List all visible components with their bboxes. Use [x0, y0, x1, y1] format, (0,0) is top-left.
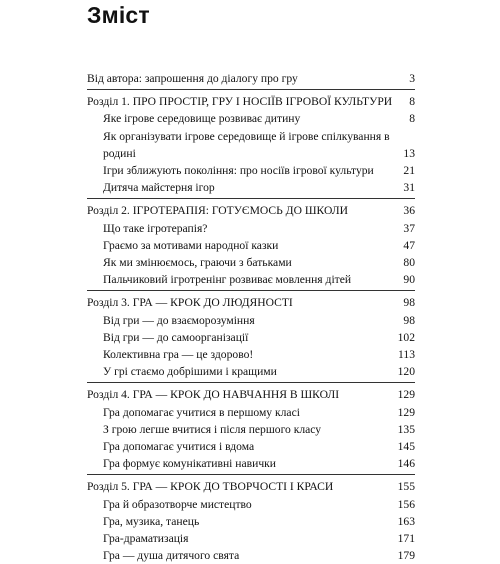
toc-entry-title: Від гри — до самоорганізації [103, 330, 249, 344]
section-divider [87, 198, 415, 199]
toc-subsection-entry[interactable] [87, 530, 415, 547]
toc-subsection-entry[interactable] [87, 237, 415, 254]
toc-page-number: 21 [399, 162, 415, 179]
table-of-contents [87, 70, 415, 564]
page-title: Зміст [87, 2, 150, 28]
toc-entry-title: Розділ 4. ГРА — КРОК ДО НАВЧАННЯ В ШКОЛІ [87, 388, 340, 402]
toc-subsection-entry[interactable] [87, 404, 415, 421]
toc-page-number: 90 [399, 271, 415, 288]
toc-page-number: 135 [394, 421, 415, 438]
toc-entry-title: Розділ 5. ГРА — КРОК ДО ТВОРЧОСТІ І КРАСИ [87, 480, 334, 494]
toc-entry-title: Гра допомагає учитися і вдома [103, 440, 255, 454]
toc-page-number: 8 [405, 110, 415, 127]
toc-page-number: 146 [394, 455, 415, 472]
toc-entry-title: Гра-драматизація [103, 532, 189, 546]
toc-entry-title: Що таке ігротерапія? [103, 221, 208, 235]
toc-section-entry[interactable] [87, 294, 415, 311]
toc-section-entry[interactable] [87, 93, 415, 110]
toc-page-number: 171 [394, 530, 415, 547]
toc-subsection-entry[interactable] [87, 329, 415, 346]
toc-page-number: 129 [394, 386, 415, 403]
toc-entry-title: З грою легше вчитися і після першого класу [103, 422, 322, 436]
toc-entry-title: Від автора: запрошення до діалогу про гру [87, 72, 298, 85]
toc-entry-title: Яке ігрове середовище розвиває дитину [103, 112, 301, 126]
toc-entry-title: Колективна гра — це здорово! [103, 348, 254, 362]
toc-section-entry[interactable] [87, 70, 415, 87]
toc-entry-title: Гра — душа дитячого свята [103, 549, 240, 563]
toc-subsection-entry[interactable] [87, 110, 415, 127]
toc-entry-title: Як ми змінюємось, граючи з батьками [103, 256, 292, 270]
section-divider [87, 89, 415, 90]
toc-section-entry[interactable] [87, 386, 415, 403]
toc-subsection-entry[interactable] [87, 547, 415, 564]
toc-page-number: 3 [405, 70, 415, 87]
toc-entry-title: У грі стаємо добрішими і кращими [103, 365, 277, 379]
toc-page-number: 156 [394, 496, 415, 513]
toc-entry-title: Розділ 1. ПРО ПРОСТІР, ГРУ І НОСІЇВ ІГРОВОЇ КУЛЬТУРИ [87, 95, 393, 109]
toc-subsection-entry[interactable] [87, 496, 415, 513]
toc-entry-title: Пальчиковий ігротренінг розвиває мовлення дітей [103, 273, 352, 287]
section-divider [87, 290, 415, 291]
toc-entry-title: Розділ 2. ІГРОТЕРАПІЯ: ГОТУЄМОСЬ ДО ШКОЛИ [87, 204, 349, 218]
toc-page-number: 163 [394, 513, 415, 530]
toc-page-number: 155 [394, 478, 415, 495]
toc-entry-title: Граємо за мотивами народної казки [103, 238, 279, 252]
toc-entry-title: Гра, музика, танець [103, 514, 200, 528]
toc-page-number: 98 [399, 294, 415, 311]
toc-page-number: 37 [399, 220, 415, 237]
toc-page-number: 80 [399, 254, 415, 271]
toc-page-number: 31 [399, 179, 415, 196]
toc-subsection-entry[interactable] [87, 312, 415, 329]
toc-entry-title: Ігри зближують покоління: про носіїв ігрової культури [103, 164, 374, 178]
toc-page-number: 47 [399, 237, 415, 254]
toc-subsection-entry[interactable] [87, 179, 415, 196]
section-divider [87, 382, 415, 383]
toc-subsection-entry[interactable] [87, 220, 415, 237]
toc-subsection-entry[interactable] [87, 363, 415, 380]
toc-entry-title: Розділ 3. ГРА — КРОК ДО ЛЮДЯНОСТІ [87, 296, 293, 310]
toc-entry-title: Як організувати ігрове середовище й ігрове спілкування в родині [103, 129, 390, 160]
toc-subsection-entry[interactable] [87, 128, 415, 162]
toc-subsection-entry[interactable] [87, 162, 415, 179]
toc-subsection-entry[interactable] [87, 513, 415, 530]
toc-page-number: 129 [394, 404, 415, 421]
toc-page-number: 102 [394, 329, 415, 346]
toc-section-entry[interactable] [87, 202, 415, 219]
toc-subsection-entry[interactable] [87, 346, 415, 363]
section-divider [87, 474, 415, 475]
toc-page-number: 36 [399, 202, 415, 219]
toc-page-number: 13 [399, 145, 415, 162]
toc-subsection-entry[interactable] [87, 421, 415, 438]
toc-page-number: 145 [394, 438, 415, 455]
toc-section-entry[interactable] [87, 478, 415, 495]
toc-page-number: 8 [405, 93, 415, 110]
toc-subsection-entry[interactable] [87, 438, 415, 455]
toc-page-number: 179 [394, 547, 415, 564]
toc-entry-title: Гра й образотворче мистецтво [103, 497, 252, 511]
toc-subsection-entry[interactable] [87, 254, 415, 271]
toc-page-number: 98 [399, 312, 415, 329]
toc-subsection-entry[interactable] [87, 455, 415, 472]
toc-entry-title: Дитяча майстерня ігор [103, 181, 215, 195]
toc-entry-title: Від гри — до взаєморозуміння [103, 313, 255, 327]
toc-entry-title: Гра формує комунікативні навички [103, 457, 276, 471]
toc-entry-title: Гра допомагає учитися в першому класі [103, 405, 300, 419]
toc-page-number: 113 [394, 346, 415, 363]
toc-page-number: 120 [394, 363, 415, 380]
toc-subsection-entry[interactable] [87, 271, 415, 288]
